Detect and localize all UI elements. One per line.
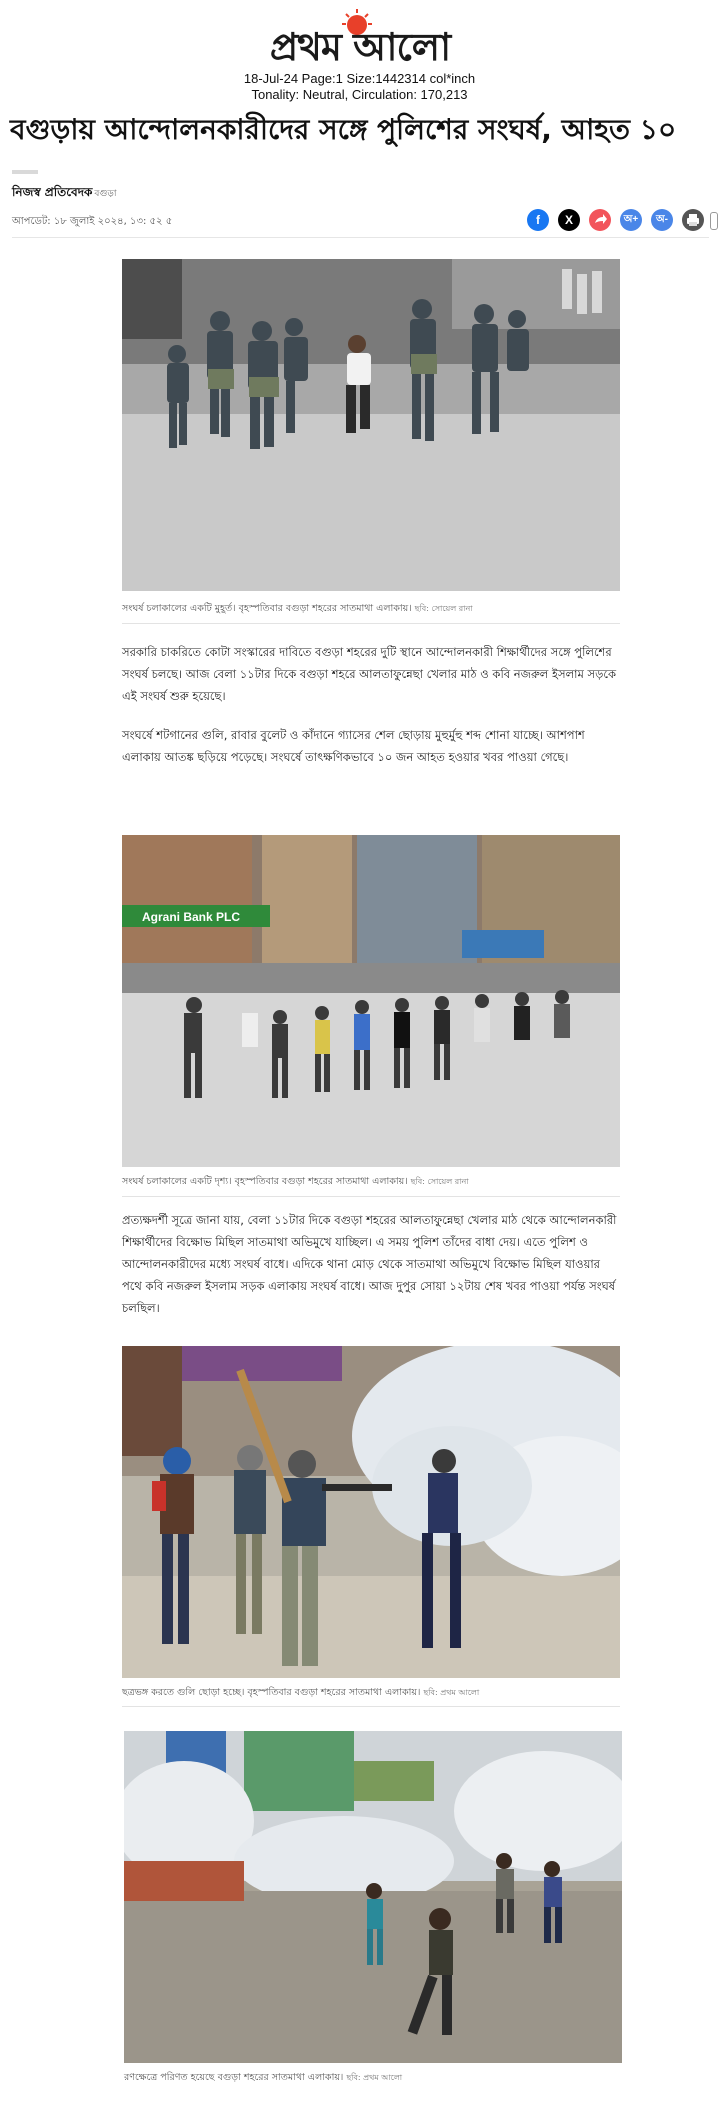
- photo-credit: ছবি: সোয়েল রানা: [414, 604, 473, 613]
- photo-credit: ছবি: প্রথম আলো: [423, 1688, 480, 1697]
- photo-caption-2: [122, 1175, 469, 1190]
- caption-text: সংঘর্ষ চলাকালের একটি মুহূর্ত। বৃহস্পতিবার বগুড়া শহরের সাতমাথা এলাকায়।: [122, 603, 412, 614]
- more-icon[interactable]: [710, 212, 718, 230]
- author-name[interactable]: নিজস্ব প্রতিবেদক: [12, 185, 93, 199]
- article-photo-2: [122, 835, 620, 1167]
- caption-text: ছত্রভঙ্গ করতে গুলি ছোড়া হচ্ছে। বৃহস্পতিবার বগুড়া শহরের সাতমাথা এলাকায়।: [122, 1687, 421, 1698]
- article-paragraph: সরকারি চাকরিতে কোটা সংস্কারের দাবিতে বগুড়া শহরের দুটি স্থানে আন্দোলনকারী শিক্ষার্থীদের সঙ্গে পুলিশের সংঘর্ষ চলছে। আজ বেলা ১১টার দিকে বগুড়া শহরে আলতাফুন্নেছা খেলার মাঠ ও কবি নজরুল ইসলাম সড়কে এই সংঘর্ষ শুরু হয়েছে।: [122, 645, 617, 703]
- font-increase-icon[interactable]: অ+: [620, 209, 642, 231]
- article-headline: বগুড়ায় আন্দোলনকারীদের সঙ্গে পুলিশের সংঘর্ষ, আহত ১০: [10, 113, 677, 146]
- section-tag-bar: [12, 170, 38, 174]
- tonality-circulation: Tonality: Neutral, Circulation: 170,213: [251, 87, 468, 102]
- print-icon[interactable]: [682, 209, 704, 231]
- byline: [12, 184, 116, 204]
- article-photo-1: [122, 259, 620, 591]
- caption-divider: [122, 1706, 620, 1707]
- caption-text: রণক্ষেত্রে পরিণত হয়েছে বগুড়া শহরের সাতমাথা এলাকায়।: [124, 2072, 344, 2083]
- article-paragraph: প্রত্যক্ষদর্শী সূত্রে জানা যায়, বেলা ১১টার দিকে বগুড়া শহরের আলতাফুন্নেছা খেলার মাঠ থেকে আন্দোলনকারী শিক্ষার্থীদের বিক্ষোভ মিছিল সাতমাথা অভিমুখে যাচ্ছিল। এ সময় পুলিশ তাঁদের বাধা দেয়। এতে পুলিশ ও আন্দোলনকারীদের মধ্যে সংঘর্ষ বাধে। এদিকে থানা মোড় থেকে সাতমাথা অভিমুখে বিক্ষোভ মিছিল যাওয়ার পথে কবি নজরুল ইসলাম সড়ক এলাকায় সংঘর্ষ বাধে। আজ দুপুর সোয়া ১২টায় শেষ খবর পাওয়া পর্যন্ত সংঘর্ষ চলছিল।: [122, 1213, 617, 1315]
- logo-text: প্রথম আলো: [269, 24, 451, 69]
- photo-credit: ছবি: সোয়েল রানা: [410, 1177, 469, 1186]
- author-location: বগুড়া: [94, 189, 117, 199]
- article-photo-3: [122, 1346, 620, 1678]
- prothom-alo-logo[interactable]: [222, 6, 498, 69]
- photo-credit: ছবি: প্রথম আলো: [346, 2073, 403, 2082]
- caption-text: সংঘর্ষ চলাকালের একটি দৃশ্য। বৃহস্পতিবার বগুড়া শহরের সাতমাথা এলাকায়।: [122, 1176, 408, 1187]
- photo-caption-4: [124, 2071, 402, 2086]
- header-divider: [12, 237, 709, 238]
- agrani-bank-sign: Agrani Bank PLC: [142, 910, 241, 924]
- clip-info: 18-Jul-24 Page:1 Size:1442314 col*inch: [243, 71, 476, 86]
- article-photo-4: [124, 1731, 622, 2063]
- photo-caption-3: [122, 1686, 479, 1701]
- font-decrease-icon[interactable]: অ-: [651, 209, 673, 231]
- dateline: আপডেট: ১৮ জুলাই ২০২৪, ১৩: ৫২ ৫: [12, 216, 173, 227]
- photo-caption-1: [122, 602, 473, 617]
- masthead: [0, 0, 719, 100]
- article-paragraph: সংঘর্ষে শটগানের গুলি, রাবার বুলেট ও কাঁদানে গ্যাসের শেল ছোড়ায় মুহুর্মুহু শব্দ শোনা যাচ্ছে। আশপাশ এলাকায় আতঙ্ক ছড়িয়ে পড়েছে। সংঘর্ষে তাৎক্ষণিকভাবে ১০ জন আহত হওয়ার খবর পাওয়া গেছে।: [122, 728, 585, 764]
- share-toolbar: [527, 209, 719, 231]
- x-icon[interactable]: X: [558, 209, 580, 231]
- caption-divider: [122, 623, 620, 624]
- share-icon[interactable]: [589, 209, 611, 231]
- facebook-icon[interactable]: f: [527, 209, 549, 231]
- caption-divider: [122, 1196, 620, 1197]
